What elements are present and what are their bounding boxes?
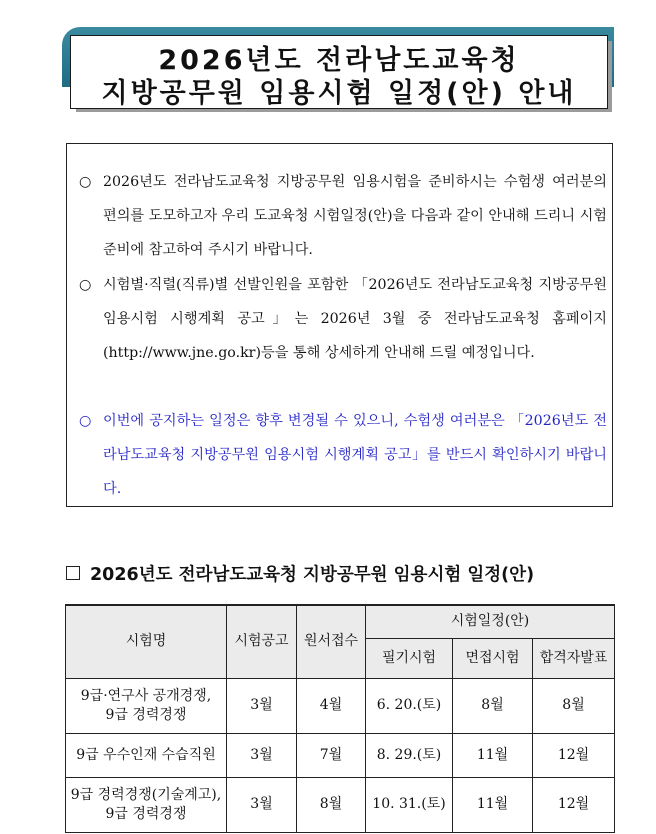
cell-result: 8월 — [533, 678, 615, 733]
cell-written: 8. 29.(토) — [366, 733, 453, 777]
header-interview: 면접시험 — [453, 638, 533, 678]
cell-interview: 8월 — [453, 678, 533, 733]
notice-box — [66, 143, 613, 507]
table-row — [66, 678, 615, 733]
cell-exam-name: 9급 우수인재 수습직원 — [66, 733, 227, 777]
cell-result: 12월 — [533, 777, 615, 832]
section-heading-text: 2026년도 전라남도교육청 지방공무원 임용시험 일정(안) — [90, 565, 535, 585]
header-schedule-group: 시험일정(안) — [366, 605, 615, 638]
header-announcement: 시험공고 — [227, 605, 297, 678]
cell-announcement: 3월 — [227, 733, 297, 777]
table-row — [66, 777, 615, 832]
header-result: 합격자발표 — [533, 638, 615, 678]
page-title-line2: 지방공무원 임용시험 일정(안) 안내 — [101, 78, 577, 109]
cell-written: 10. 31.(토) — [366, 777, 453, 832]
header-exam-name: 시험명 — [66, 605, 227, 678]
notice-paragraph-highlight — [79, 404, 607, 506]
bullet-circle-icon: ○ — [79, 277, 92, 293]
cell-exam-name: 9급 경력경쟁(기술계고), 9급 경력경쟁 — [66, 777, 227, 832]
schedule-table — [65, 604, 615, 833]
notice-text: 2026년도 전라남도교육청 지방공무원 임용시험을 준비하시는 수험생 여러분의 편의를 도모하고자 우리 도교육청 시험일정(안)을 다음과 같이 안내해 드리니 시험 준비에 참고하여 주시기 바랍니다. — [103, 174, 607, 258]
notice-paragraph — [79, 268, 607, 370]
notice-text: 시험별·직렬(직류)별 선발인원을 포함한 「2026년도 전라남도교육청 지방공무원 임용시험 시행계획 공고」는 2026년 3월 중 전라남도교육청 홈페이지(http://www.jne.go.kr)등을 통해 상세하게 안내해 드릴 예정입니다. — [103, 277, 607, 361]
header-written: 필기시험 — [366, 638, 453, 678]
cell-application: 8월 — [297, 777, 366, 832]
page-title-line1: 2026년도 전라남도교육청 — [158, 45, 520, 76]
cell-application: 4월 — [297, 678, 366, 733]
cell-announcement: 3월 — [227, 678, 297, 733]
cell-written: 6. 20.(토) — [366, 678, 453, 733]
cell-interview: 11월 — [453, 733, 533, 777]
cell-interview: 11월 — [453, 777, 533, 832]
cell-application: 7월 — [297, 733, 366, 777]
cell-announcement: 3월 — [227, 777, 297, 832]
section-heading — [66, 561, 534, 586]
notice-text: 이번에 공지하는 일정은 향후 변경될 수 있으니, 수험생 여러분은 「2026년도 전라남도교육청 지방공무원 임용시험 시행계획 공고」를 반드시 확인하시기 바랍니다. — [103, 413, 607, 497]
table-row — [66, 733, 615, 777]
title-banner — [62, 27, 614, 111]
checkbox-square-icon — [66, 566, 80, 580]
header-application: 원서접수 — [297, 605, 366, 678]
bullet-circle-icon: ○ — [79, 174, 92, 190]
cell-exam-name: 9급·연구사 공개경쟁, 9급 경력경쟁 — [66, 678, 227, 733]
notice-paragraph — [79, 165, 607, 267]
bullet-circle-icon: ○ — [79, 413, 92, 429]
cell-result: 12월 — [533, 733, 615, 777]
